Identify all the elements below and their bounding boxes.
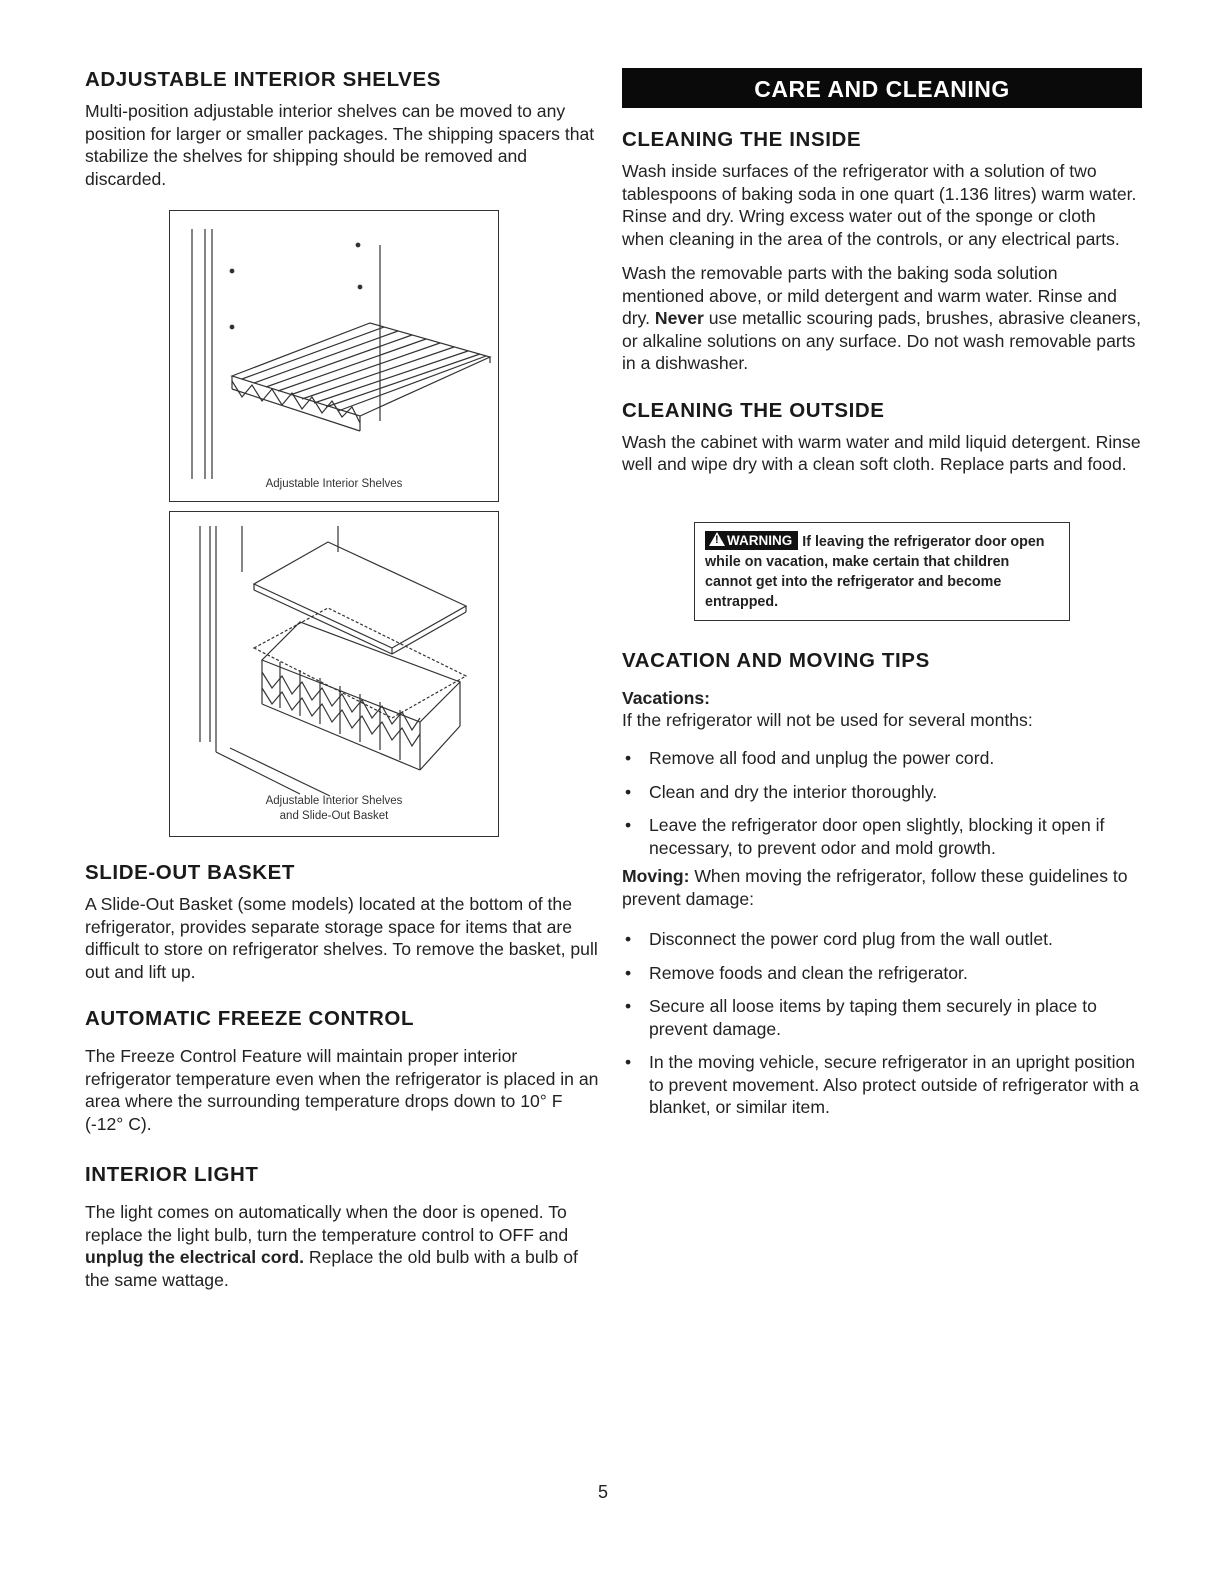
cleaning-inside-text-2-end: use metallic scouring pads, brushes, abrasive cleaners, or alkaline solutions on any surface. Do not wash removable parts in a dishwasher.: [622, 308, 1141, 373]
cleaning-outside-heading: CLEANING THE OUTSIDE: [622, 398, 885, 422]
moving-label: Moving:: [622, 866, 690, 886]
left-column: [85, 68, 605, 1301]
cleaning-inside-text-1: Wash inside surfaces of the refrigerator with a solution of two tablespoons of baking soda in one quart (1.136 litres) warm water. Rinse and dry. Wring excess water out of the sponge or cloth when cleaning in the area of the controls, or any electrical parts.: [622, 161, 1137, 249]
list-item-text: Clean and dry the interior thoroughly.: [649, 781, 938, 802]
bullet-icon: •: [625, 1052, 632, 1072]
bullet-icon: •: [625, 748, 632, 768]
vacation-moving-heading: VACATION AND MOVING TIPS: [622, 648, 930, 672]
care-and-cleaning-banner: CARE AND CLEANING: [622, 68, 1142, 108]
cleaning-outside-text: Wash the cabinet with warm water and mild liquid detergent. Rinse well and wipe dry with a clean soft cloth. Replace parts and food.: [622, 431, 1141, 474]
list-item-text: In the moving vehicle, secure refrigerator in an upright position to prevent movement. Also protect outside of refrigerator with a blanket, or similar item.: [649, 1052, 1139, 1117]
list-item: [622, 1051, 1142, 1119]
cleaning-inside-text-2-bold: Never: [654, 308, 704, 328]
list-item-text: Secure all loose items by taping them securely in place to prevent damage.: [649, 996, 1097, 1039]
list-item: [622, 814, 1142, 859]
vacation-list: [622, 747, 1142, 859]
warning-triangle-icon: !: [709, 532, 725, 546]
interior-light-heading: INTERIOR LIGHT: [85, 1163, 259, 1186]
right-column: [622, 68, 1142, 1130]
bullet-icon: •: [625, 815, 632, 835]
list-item-text: Leave the refrigerator door open slightly, blocking it open if necessary, to prevent odor and mold growth.: [649, 815, 1105, 858]
warning-badge: [705, 531, 798, 550]
cleaning-inside-text-2-start: Wash the removable parts with the baking soda solution mentioned above, or mild detergent and warm water. Rinse and dry.: [622, 263, 1117, 328]
warning-text: If leaving the refrigerator door open while on vacation, make certain that children cannot get into the refrigerator and become entrapped.: [705, 533, 1045, 610]
list-item: [622, 962, 1142, 985]
moving-text: [622, 865, 1142, 910]
page-number: 5: [598, 1482, 609, 1502]
adjustable-shelves-text: Multi-position adjustable interior shelves can be moved to any position for larger or smaller packages. The shipping spacers that stabilize the shelves for shipping should be removed and discarded.: [85, 101, 595, 189]
figure-2-caption-line-2: and Slide-Out Basket: [279, 810, 389, 822]
list-item-text: Remove foods and clean the refrigerator.: [649, 962, 968, 983]
adjustable-shelves-heading: ADJUSTABLE INTERIOR SHELVES: [85, 68, 442, 91]
list-item-text: Disconnect the power cord plug from the wall outlet.: [649, 929, 1053, 949]
vacations-intro: If the refrigerator will not be used for several months:: [622, 709, 1033, 730]
vacation-warning-box: [694, 522, 1070, 621]
cleaning-inside-text-2: [622, 262, 1142, 375]
interior-light-text-bold: unplug the electrical cord.: [85, 1247, 304, 1267]
list-item: [622, 928, 1142, 951]
slide-out-basket-heading: SLIDE-OUT BASKET: [85, 861, 296, 884]
list-item: [622, 781, 1142, 804]
vacations-label: Vacations:: [622, 687, 711, 708]
freeze-control-text: The Freeze Control Feature will maintain proper interior refrigerator temperature even when the refrigerator is placed in an area where the surrounding temperature drops down to 10° F (-12° C).: [85, 1046, 599, 1134]
interior-light-text: [85, 1201, 605, 1291]
slide-out-basket-text: A Slide-Out Basket (some models) located at the bottom of the refrigerator, provides separate storage space for items that are difficult to store on refrigerator shelves. To remove the basket, pull out and lift up.: [85, 894, 598, 982]
figure-2-caption-line-1: Adjustable Interior Shelves: [265, 795, 403, 807]
interior-light-text-start: The light comes on automatically when the door is opened. To replace the light bulb, turn the temperature control to OFF and: [85, 1202, 569, 1245]
moving-list: [622, 928, 1142, 1119]
cleaning-inside-heading: CLEANING THE INSIDE: [622, 128, 862, 151]
bullet-icon: •: [625, 781, 632, 802]
basket-illustration: [170, 512, 498, 836]
list-item: [622, 747, 1142, 770]
warning-badge-label: WARNING: [727, 532, 793, 548]
figure-1-caption: Adjustable Interior Shelves: [265, 478, 403, 490]
freeze-control-heading: AUTOMATIC FREEZE CONTROL: [85, 1007, 415, 1030]
bullet-icon: •: [625, 996, 632, 1016]
shelf-illustration: [170, 211, 498, 501]
figure-adjustable-shelves: [169, 210, 499, 502]
bullet-icon: •: [625, 962, 632, 983]
moving-intro: When moving the refrigerator, follow these guidelines to prevent damage:: [622, 866, 1128, 909]
list-item-text: Remove all food and unplug the power cord.: [649, 748, 995, 768]
figure-shelves-and-basket: [169, 511, 499, 837]
bullet-icon: •: [625, 929, 632, 949]
list-item: [622, 995, 1142, 1040]
figure-2-caption: [170, 794, 498, 824]
interior-light-text-end: Replace the old bulb with a bulb of the same wattage.: [85, 1247, 578, 1290]
